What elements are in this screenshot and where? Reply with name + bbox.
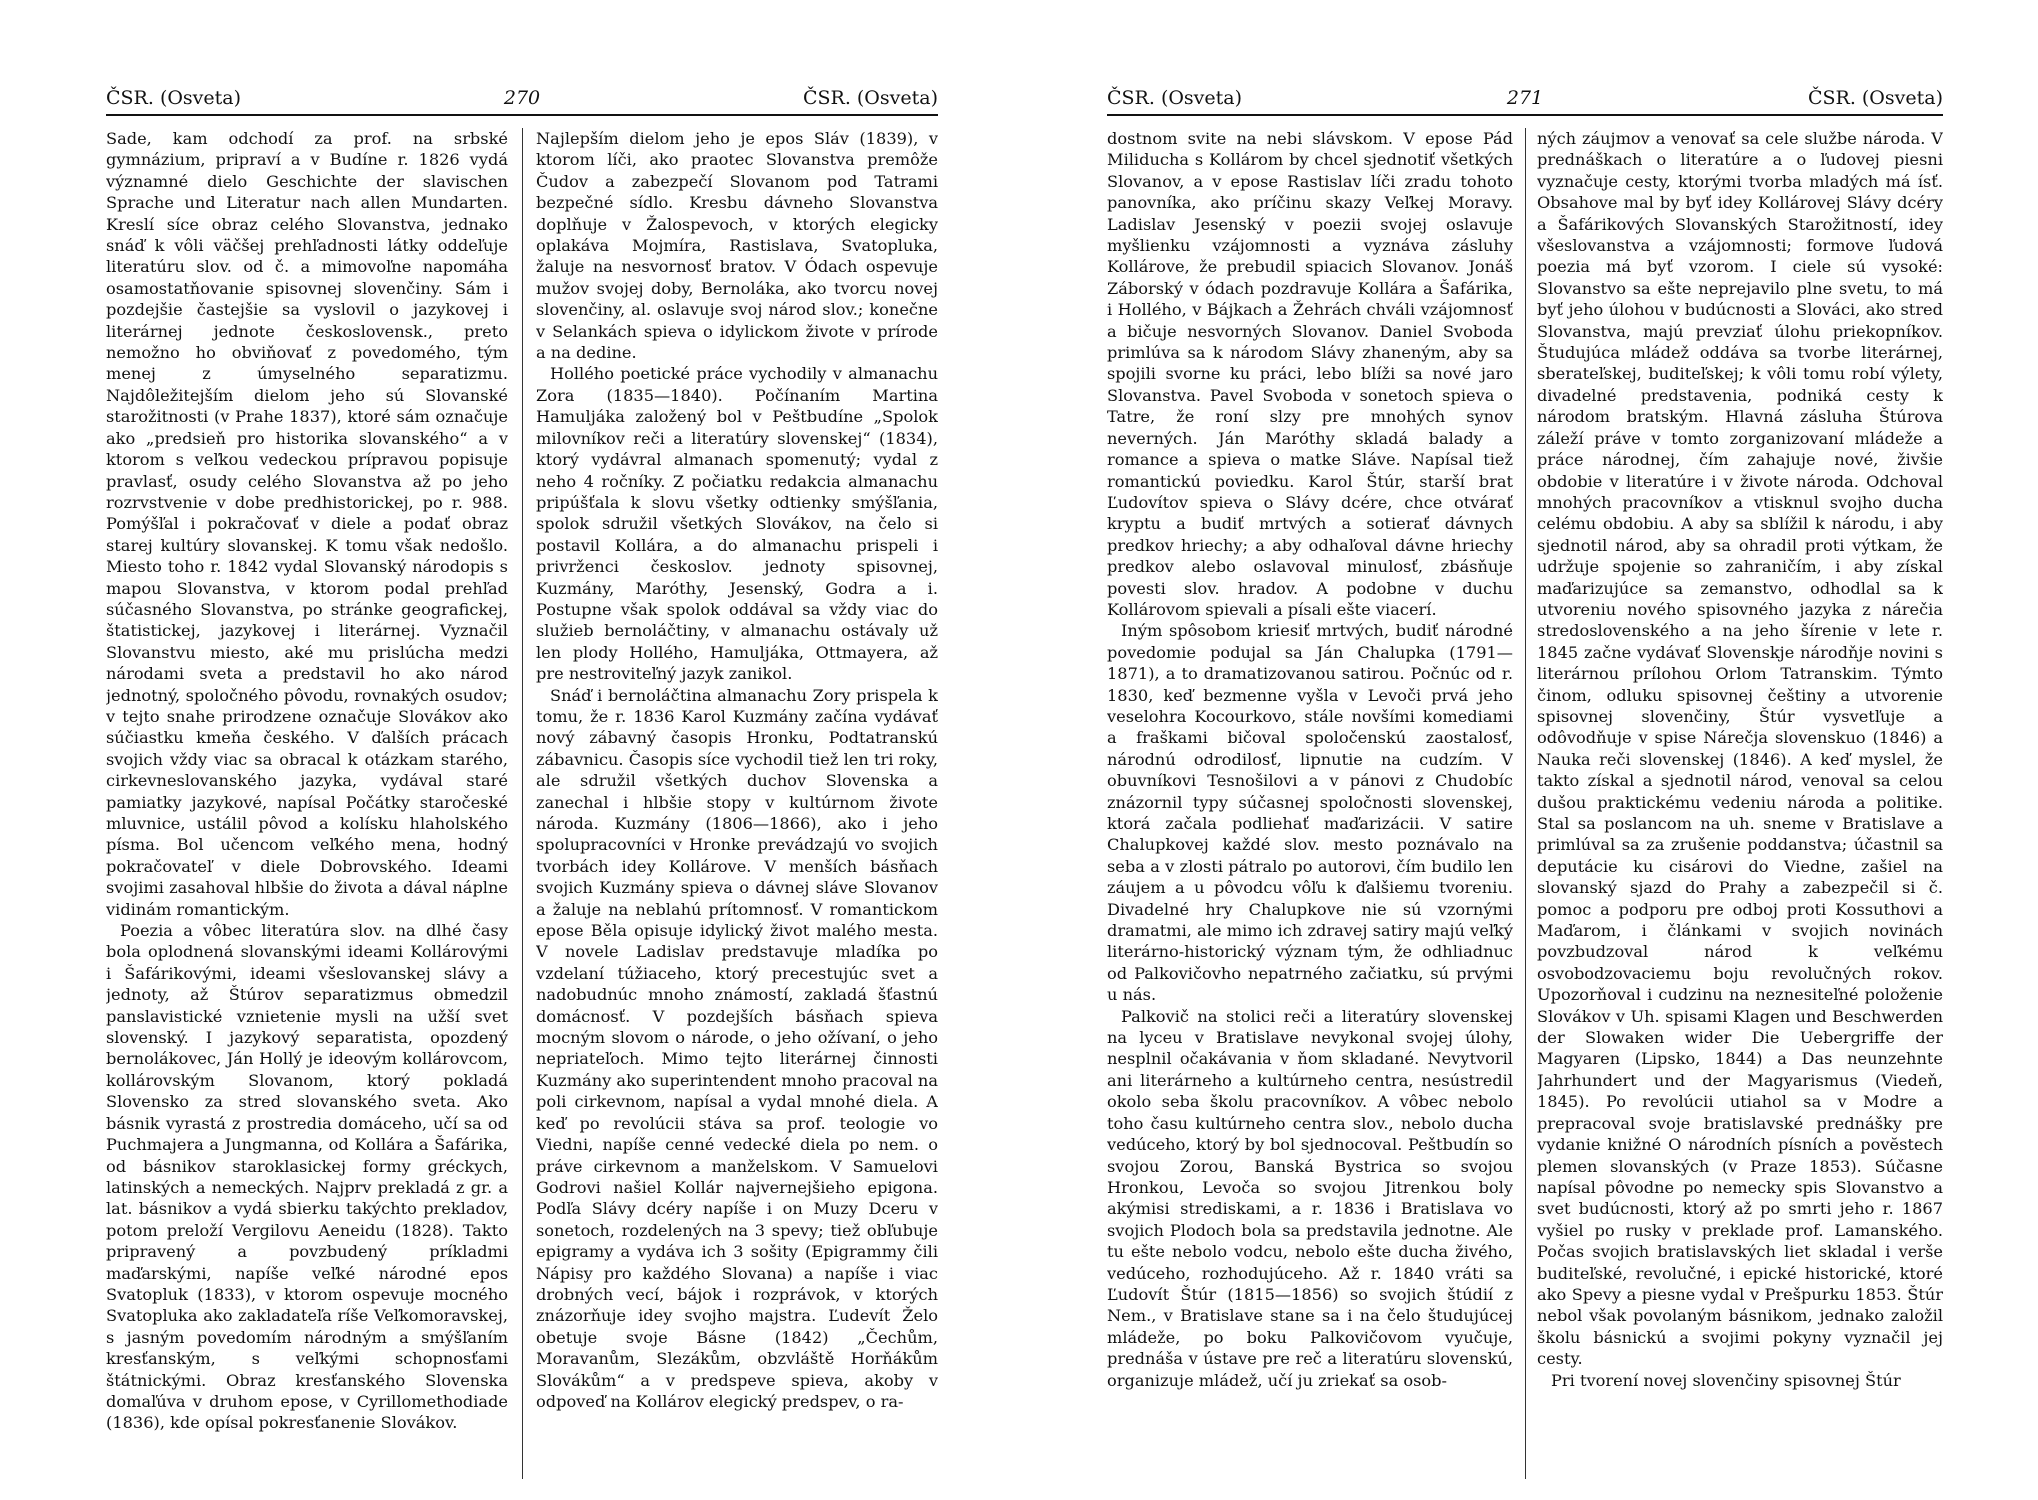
page-number: 270	[503, 87, 541, 109]
header-rule	[1107, 114, 1943, 116]
text-columns	[1107, 128, 1943, 1479]
text-column-1	[1107, 128, 1513, 1479]
header-left-title: ČSR. (Osveta)	[106, 87, 242, 109]
running-header	[106, 84, 938, 112]
text-column-2	[536, 128, 938, 1479]
paragraph: Hollého poetické práce vychodily v almanachu Zora (1835—1840). Počínaním Martina Hamuljáka založený bol v Peštbudíne „Spolok milovníkov reči a literatúry slovenskej“ (1834), ktorý vydávral almanach spomenutý; vydal z neho 4 ročníky. Z počiatku redakcia almanachu pripúšťala k slovu všetky odtienky smýšľania, spolok sdružil všetkých Slovákov, na čelo si postavil Kollára, a do almanachu prispeli i privrženci českoslov. jednoty spisovnej, Kuzmány, Maróthy, Jesenský, Godra a i. Postupne však spolok oddával sa vždy viac do služieb bernoláčtiny, v almanachu ostávaly už len plody Hollého, Hamuljáka, Ottmayera, až pre nestroviteľný jazyk zanikol.	[536, 364, 938, 684]
header-left-title: ČSR. (Osveta)	[1107, 87, 1243, 109]
right-page	[1107, 84, 1943, 1479]
paragraph: Najlepším dielom jeho je epos Sláv (1839), v ktorom líči, ako praotec Slovanstva premôže Čudov a zabezpečí Slovanom pod Tatrami bezpečné sídlo. Kresbu dávneho Slovanstva doplňuje v Žalospevoch, v ktorých elegicky oplakáva Mojmíra, Rastislava, Svatopluka, žaluje na nesvornosť bratov. V Ódach ospevuje mužov svojej doby, Bernoláka, ako tvorcu novej slovenčiny, al. oslavuje svoj národ slov.; konečne v Selankách spieva o idylickom živote v prírode a na dedine.	[536, 129, 938, 363]
paragraph: Palkovič na stolici reči a literatúry slovenskej na lyceu v Bratislave nevykonal svojej úlohy, nesplnil očakávania v ňom skladané. Nevytvoril ani literárneho a kultúrneho centra, nesústredil okolo seba školu pracovníkov. A vôbec nebolo toho času kultúrneho centra slov., nebolo ducha vedúceho, ktorý by bol sjednocoval. Peštbudín so svojou Zorou, Banská Bystrica so svojou Hronkou, Levoča so svojou Jitrenkou boly akýmisi strediskami, a r. 1836 i Bratislava vo svojich Plodoch bola sa predstavila jednotne. Ale tu ešte nebolo vodcu, nebolo ešte ducha živého, vedúceho, rozhodujúceho. Až r. 1840 vráti sa Ľudovít Štúr (1815—1856) so svojich štúdií z Nem., v Bratislave stane sa i na čelo študujúcej mládeže, po boku Palkovičovom vyučuje, prednáša v ústave pre reč a literatúru slovenskú, organizuje mládež, učí ju zriekať sa osob-	[1107, 1006, 1513, 1390]
paragraph: Poezia a vôbec literatúra slov. na dlhé časy bola oplodnená slovanskými ideami Kollárovými i Šafárikovými, ideami všeslovanskej slávy a jednoty, až Štúrov separatizmus obmedzil panslavistické vznietenie mysli na užší svet slovenský. I jazykový separatista, opozdený bernolákovec, Ján Hollý je ideovým kollárovcom, kollárovským Slovanom, ktorý pokladá Slovensko za stred slovanského sveta. Ako básnik vyrastá z prostredia domáceho, učí sa od Puchmajera a Jungmanna, od Kollára a Šafárika, od básnikov staroklasickej formy gréckych, latinských a nemeckých. Najprv prekladá z gr. a lat. básnikov a vydá sbierku takýchto prekladov, potom preloží Vergilovu Aeneidu (1828). Takto pripravený a povzbudený príkladmi maďarskými, napíše veľké národné epos Svatopluk (1833), v ktorom ospevuje mocného Svatopluka ako zakladateľa ríše Veľkomoravskej, s jasným povedomím národným a smýšľaním kresťanským, s veľkými schopnosťami štátnickými. Obraz kresťanského Slovenska domaľúva v druhom epose, v Cyrillomethodiade (1836), kde opísal pokresťanenie Slovákov.	[106, 921, 508, 1433]
paragraph: Iným spôsobom kriesiť mrtvých, budiť národné povedomie podujal sa Ján Chalupka (1791—1871), a to dramatizovanou satirou. Počnúc od r. 1830, keď bezmenne vyšla v Levoči prvá jeho veselohra Kocourkovo, stále novšími komediami a fraškami bičoval spoločenskú zaostalosť, národnú odrodilosť, lipnutie na cudzím. V obuvníkovi Tesnošilovi a v pánovi z Chudobíc znázornil typy súčasnej spoločnosti slovenskej, ktorá začala podliehať maďarizácii. V satire Chalupkovej každé slov. mesto poznávalo na seba a v zlosti pátralo po autorovi, čím budilo len záujem a u pôvodcu vôľu k ďalšiemu tvoreniu. Divadelné hry Chalupkove nie sú vzornými dramatmi, ale mimo ich zdravej satiry majú veľký literárno-historický význam tým, že odhliadnuc od Palkovičovho nepatrného začiatku, sú prvými u nás.	[1107, 621, 1513, 1005]
paragraph: dostnom svite na nebi slávskom. V epose Pád Miliducha s Kollárom by chcel sjednotiť všetkých Slovanov, a v epose Rastislav líči zradu tohoto panovníka, ako príčinu skazy Veľkej Moravy. Ladislav Jesenský v poezii svojej oslavuje myšlienku vzájomnosti a vyznáva zásluhy Kollárove, že prebudil spiacich Slovanov. Jonáš Záborský v ódach pozdravuje Kollára a Šafárika, i Hollého, v Bájkach a Žehrách chváli vzájomnosť a bičuje nesvorných Slovanov. Daniel Svoboda primlúva sa k národom Slávy zhaneným, aby sa spojili svorne ku práci, lebo blíži sa nové jaro Slovanstva. Pavel Svoboda v sonetoch spieva o Tatre, že roní slzy pre mnohých synov neverných. Ján Maróthy skladá balady a romance a spieva o matke Sláve. Napísal tiež romantickú poviedku. Karol Štúr, starší brat Ľudovítov spieva o Slávy dcére, chce otvárať kryptu a budiť mrtvých a sotierať dávnych predkov hriechy; a aby odhaľoval dávne hriechy predkov alebo oslavoval minulosť, zbásňuje povesti slov. hradov. A podobne v duchu Kollárovom spievali a písali ešte viacerí.	[1107, 129, 1513, 619]
left-page	[106, 84, 938, 1479]
header-right-title: ČSR. (Osveta)	[1807, 87, 1943, 109]
paragraph: Snáď i bernoláčtina almanachu Zory prispela k tomu, že r. 1836 Karol Kuzmány začína vydávať nový zábavný časopis Hronku, Podtatranskú zábavnicu. Časopis síce vychodil tiež len tri roky, ale sdružil všetkých duchov Slovenska a zanechal i hlbšie stopy v kultúrnom živote národa. Kuzmány (1806—1866), ako i jeho spolupracovníci v Hronke prevádzajú vo svojich tvorbách idey Kollárove. V menších básňach svojich Kuzmány spieva o dávnej sláve Slovanov a žaluje na neblahú prítomnosť. V romantickom epose Běla opisuje idylický život malého mesta. V novele Ladislav predstavuje mladíka po vzdelaní túžiaceho, ktorý precestujúc svet a nadobudnúc mnoho známostí, zakladá šťastnú domácnosť. V pozdejších básňach spieva mocným slovom o národe, o jeho ožívaní, o jeho nepriateľoch. Mimo tejto literárnej činnosti Kuzmány ako superintendent mnoho pracoval na poli cirkevnom, napísal a vydal mnohé diela. A keď po revolúcii stáva sa prof. teologie vo Viedni, napíše cenné vedecké diela po nem. o práve cirkevnom a manželskom. V Samuelovi Godrovi našiel Kollár najvernejšieho epigona. Podľa Slávy dcéry napíše i on Muzy Dceru v sonetoch, rozdelených na 3 spevy; tiež obľubuje epigramy a vydáva ich 3 sošity (Epigrammy čili Nápisy pro každého Slovana) a napíše i viac drobných vecí, bájok i rozprávok, v ktorých znázorňuje idey svojho majstra. Ľudevít Želo obetuje svoje Básne (1842) „Čechům, Moravanům, Slezákům, obzvláště Horňákům Slovákům“ a v predspeve spieva, akoby v odpoveď na Kollárov elegický predspev, o ra-	[536, 685, 938, 1411]
paragraph: ných záujmov a venovať sa cele službe národa. V prednáškach o literatúre a o ľudovej piesni vyznačuje cesty, ktorými tvorba mladých má ísť. Obsahove mal by byť idey Kollárovej Slávy dcéry a Šafárikových Slovanských Starožitností, idey všeslovanstva a vzájomnosti; formove ľudová poezia má byť vzorom. I ciele sú vysoké: Slovanstvo sa ešte neprejavilo plne svetu, to má byť jeho úlohou v budúcnosti a Slováci, ako stred Slovanstva, majú prevziať úlohu priekopníkov. Študujúca mládež oddáva sa tvorbe literárnej, sberateľskej, buditeľskej; k vôli tomu robí výlety, divadelné predstavenia, podniká cesty k národom bratským. Hlavná zásluha Štúrova záleží práve v tomto zorganizovaní mládeže a práce národnej, čím zahajuje nové, živšie obdobie v literatúre i v živote národa. Odchoval mnohých pracovníkov a vtisknul svojho ducha celému obdobiu. A aby sa sblížil k národu, i aby sjednotil národ, aby sa ohradil proti výtkam, že udržuje spojenie so zahraničím, i aby získal maďarizujúce sa zemanstvo, odhodlal sa k utvoreniu nového spisovného jazyka z nárečia stredoslovenského a na jeho šírenie v lete r. 1845 začne vydávať Slovenskje národňje novini s literárnou prílohou Orlom Tatranskim. Týmto činom, odluku spisovnej češtiny a utvorenie spisovnej slovenčiny, Štúr vysvetľuje a odôvodňuje v spise Nárečja slovenskuo (1846) a Nauka reči slovenskej (1846). A keď myslel, že takto získal a sjednotil národ, venoval sa celou dušou praktickému vedeniu národa a politike. Stal sa poslancom na uh. sneme v Bratislave a primlúval sa za zrušenie poddanstva; účastnil sa deputácie ku cisárovi do Viedne, zašiel na slovanský sjazd do Prahy a zabezpečil si č. pomoc a podporu pre odboj proti Kossuthovi a Maďarom, i článkami v svojich novinách povzbudzoval národ k veľkému osvobodzovaciemu boju revolučných rokov. Upozorňoval i cudzinu na neznesiteľné položenie Slovákov v Uh. spisami Klagen und Beschwerden der Slowaken wider Die Uebergriffe der Magyaren (Lipsko, 1844) a Das neunzehnte Jahrhundert und der Magyarismus (Viedeň, 1845). Po revolúcii utiahol sa v Modre a prepracoval svoje bratislavské prednášky pre vydanie knižné O národních písních a povĕstech plemen slovanských (v Praze 1853). Súčasne napísal pôvodne po nemecky spis Slovanstvo a svet budúcnosti, ktorý až po smrti jeho r. 1867 vyšiel po rusky v preklade prof. Lamanského. Počas svojich bratislavských liet skladal i verše buditeľské, revolučné, i epické historické, ktoré ako Spevy a piesne vydal v Prešpurku 1853. Štúr nebol však povolaným básnikom, jednako založil školu básnickú a svojimi pokyny vyznačil jej cesty.	[1537, 129, 1943, 1369]
text-column-2	[1537, 128, 1943, 1479]
page-number: 271	[1506, 87, 1544, 109]
text-column-1	[106, 128, 508, 1479]
paragraph: Sade, kam odchodí za prof. na srbské gymnázium, pripraví a v Budíne r. 1826 vydá významné dielo Geschichte der slavischen Sprache und Literatur nach allen Mundarten. Kreslí síce obraz celého Slovanstva, jednako snáď k vôli väčšej prehľadnosti látky oddeľuje literatúru slov. od č. a mimovoľne napomáha osamostatňovanie spisovnej slovenčiny. Sám i pozdejšie častejšie sa vyslovil o jazykovej i literárnej jednote československ., preto nemožno ho obviňovať z povedomého, tým menej z úmyselného separatizmu. Najdôležitejším dielom jeho sú Slovanské starožitnosti (v Prahe 1837), ktoré sám označuje ako „predsieň pro historika slovanského“ a v ktorom s veľkou vedeckou prípravou popisuje pravlasť, osudy celého Slovanstva až po jeho rozrvstvenie v dobe predhistorickej, po r. 988. Pomýšľal i pokračovať v diele a podať obraz starej kultúry slovanskej. K tomu však nedošlo. Miesto toho r. 1842 vydal Slovanský národopis s mapou Slovanstva, v ktorom podal prehľad súčasného Slovanstva, po stránke geografickej, štatistickej, jazykovej i literárnej. Vyznačil Slovanstvu miesto, aké mu prislúcha medzi národami sveta a predstavil ho ako národ jednotný, spoločného pôvodu, rovnakých osudov; v tejto snahe prirodzene označuje Slovákov ako súčiastku kmeňa českého. V ďalších prácach svojich vždy viac sa obracal k otázkam starého, cirkevneslovanského jazyka, vydával staré pamiatky jazykové, napísal Počátky staročeské mluvnice, ustálil pôvod a kolísku hlaholského písma. Bol učencom veľkého mena, hodný pokračovateľ v diele Dobrovského. Ideami svojimi zasahoval hlbšie do života a dával náplne vidinám romantickým.	[106, 129, 508, 919]
paragraph: Pri tvorení novej slovenčiny spisovnej Štúr	[1551, 1370, 1901, 1390]
header-right-title: ČSR. (Osveta)	[802, 87, 938, 109]
text-columns	[106, 128, 938, 1479]
running-header	[1107, 84, 1943, 112]
header-rule	[106, 114, 938, 116]
